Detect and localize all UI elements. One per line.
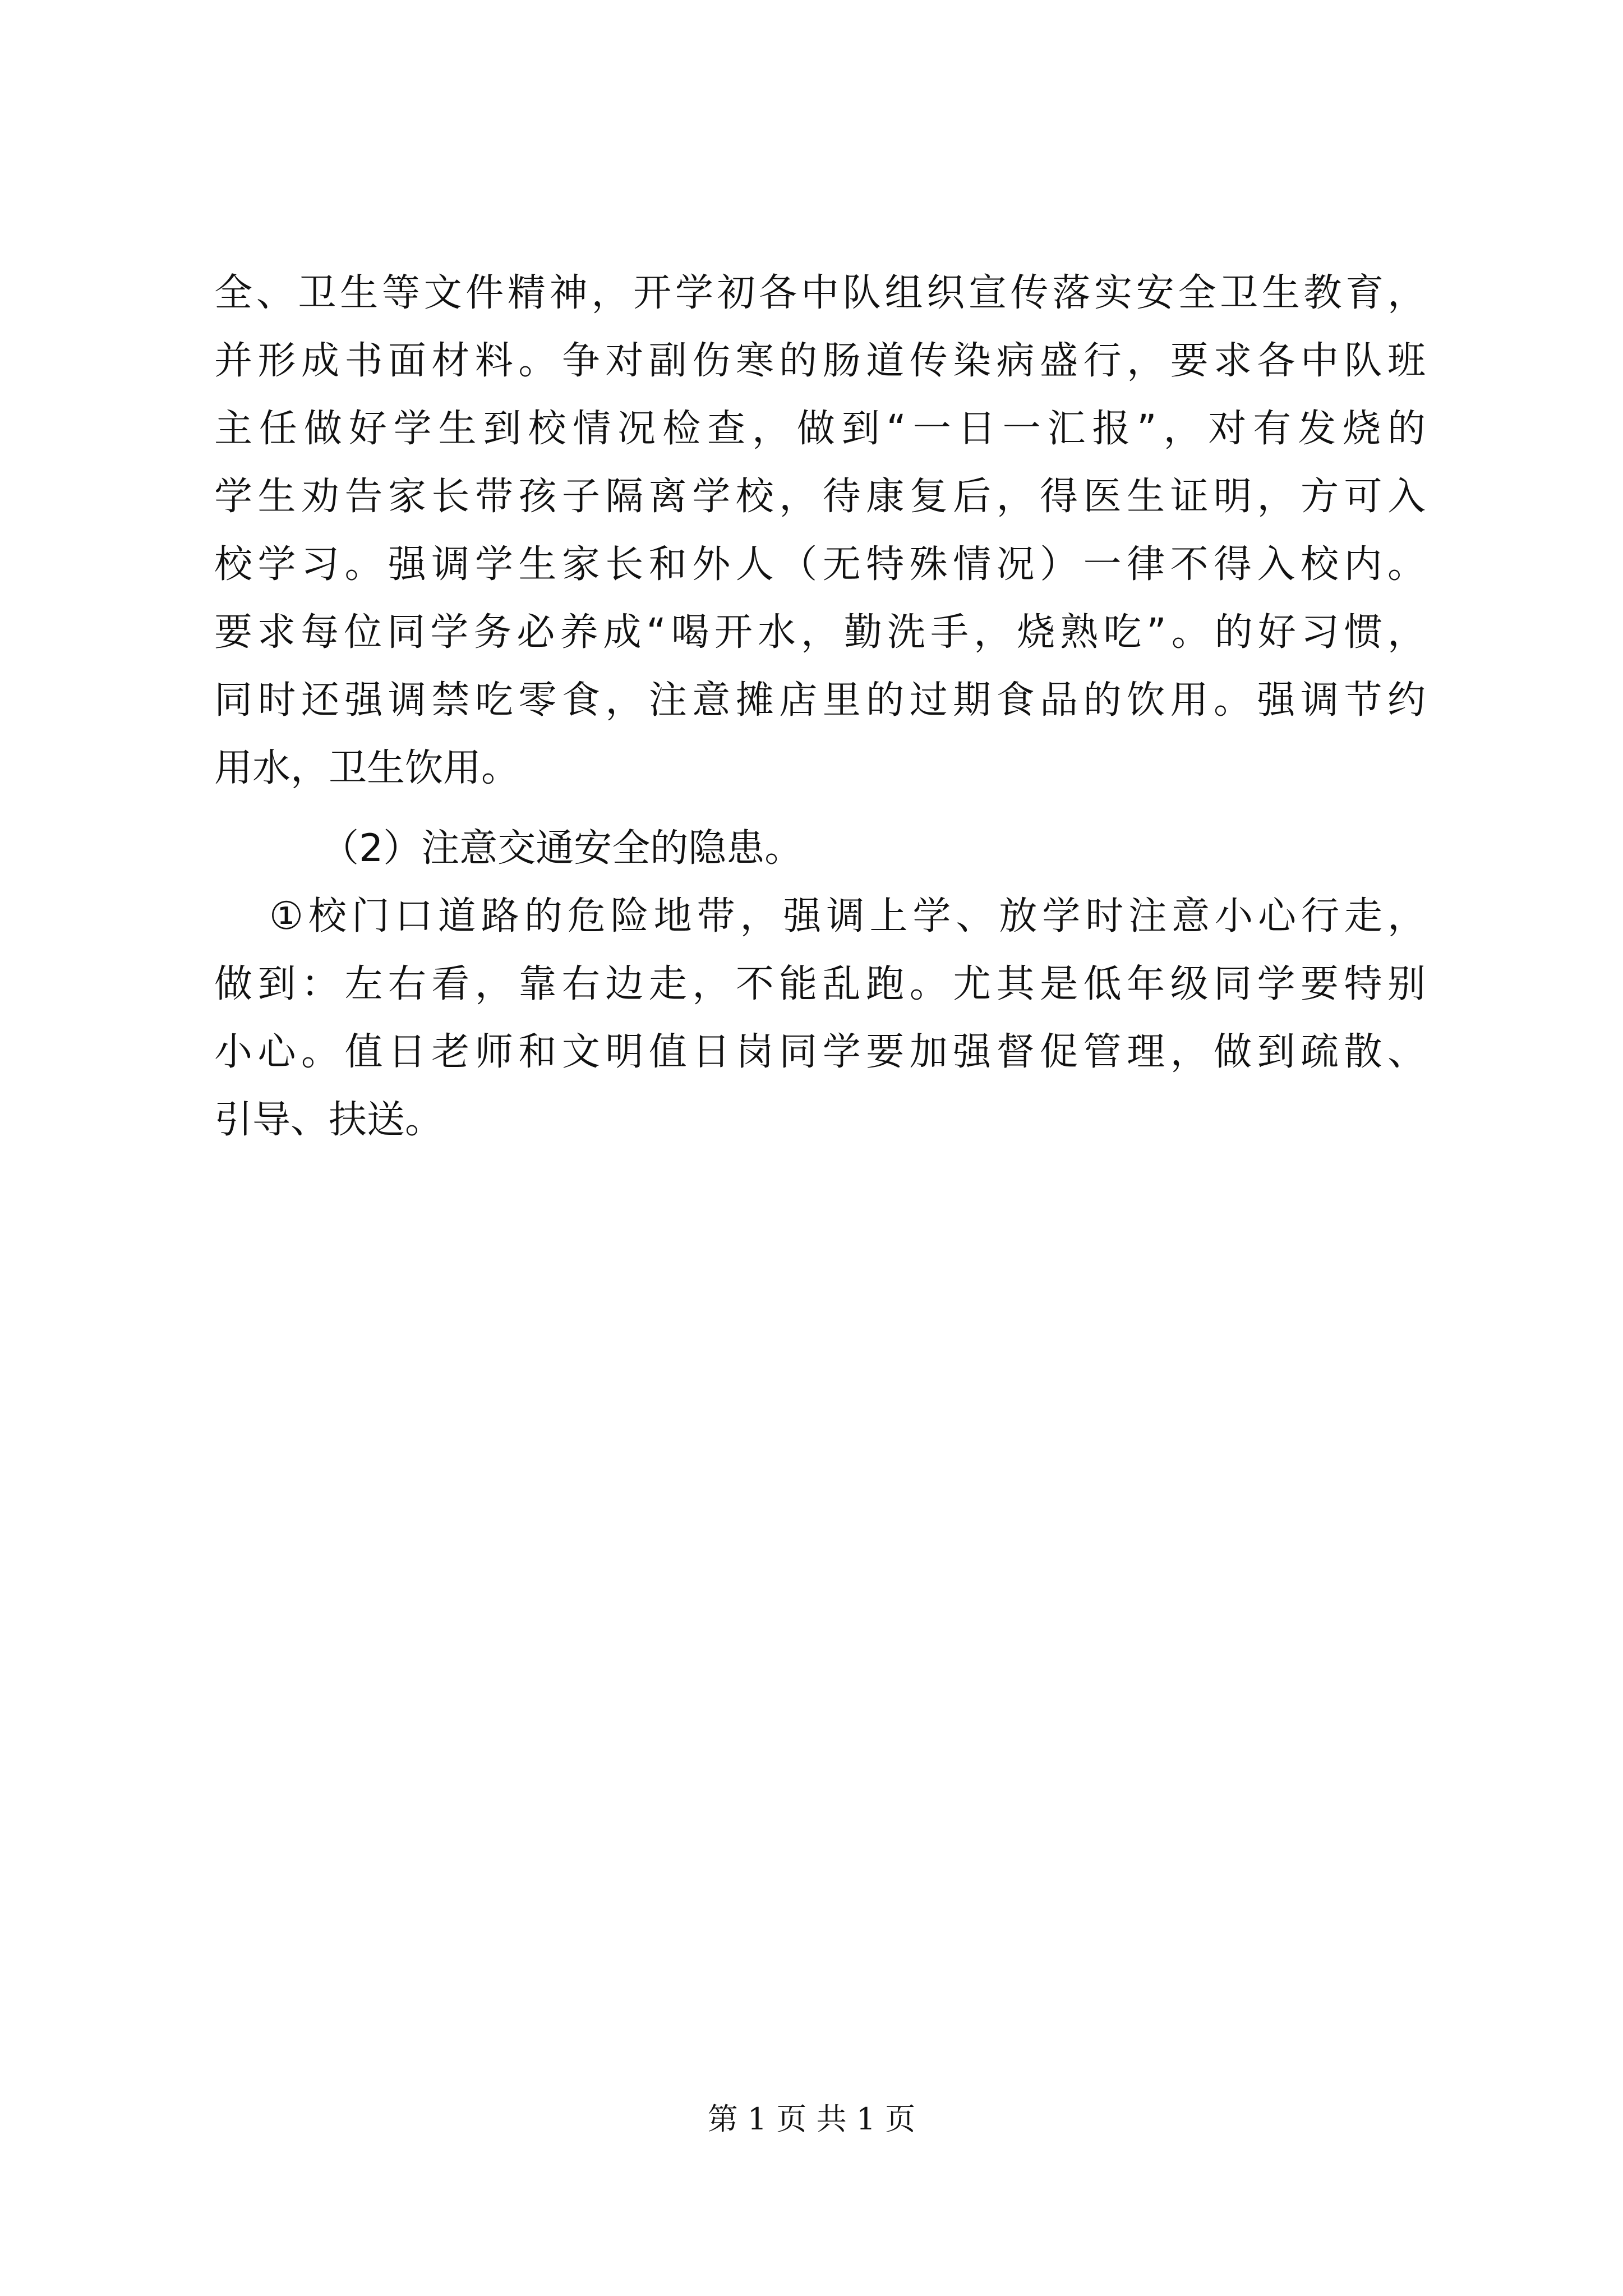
text-line: 同时还强调禁吃零食，注意摊店里的过期食品的饮用。强调节约 — [214, 678, 1426, 723]
text-line: 全、卫生等文件精神，开学初各中队组织宣传落实安全卫生教育， — [214, 271, 1426, 315]
text-line: 做到：左右看，靠右边走，不能乱跑。尤其是低年级同学要特别 — [214, 962, 1426, 1006]
text-line: 并形成书面材料。争对副伤寒的肠道传染病盛行，要求各中队班 — [214, 339, 1426, 383]
body-text — [214, 259, 1426, 1154]
text-line: 要求每位同学务必养成“喝开水，勤洗手，烧熟吃”。的好习惯， — [214, 610, 1426, 655]
text-line: 用水，卫生饮用。 — [214, 746, 520, 790]
page-number-footer: 第 1 页 共 1 页 — [707, 2101, 916, 2137]
text-line: ①校门口道路的危险地带，强调上学、放学时注意小心行走， — [269, 894, 1426, 938]
text-line: 小心。值日老师和文明值日岗同学要加强督促管理，做到疏散、 — [214, 1030, 1426, 1074]
text-line: 引导、扶送。 — [214, 1098, 444, 1142]
text-line: 主任做好学生到校情况检查，做到“一日一汇报”，对有发烧的 — [214, 407, 1426, 451]
section-heading: （2）注意交通安全的隐患。 — [321, 826, 803, 871]
text-line: 校学习。强调学生家长和外人（无特殊情况）一律不得入校内。 — [214, 542, 1426, 587]
text-line: 学生劝告家长带孩子隔离学校，待康复后，得医生证明，方可入 — [214, 475, 1426, 519]
